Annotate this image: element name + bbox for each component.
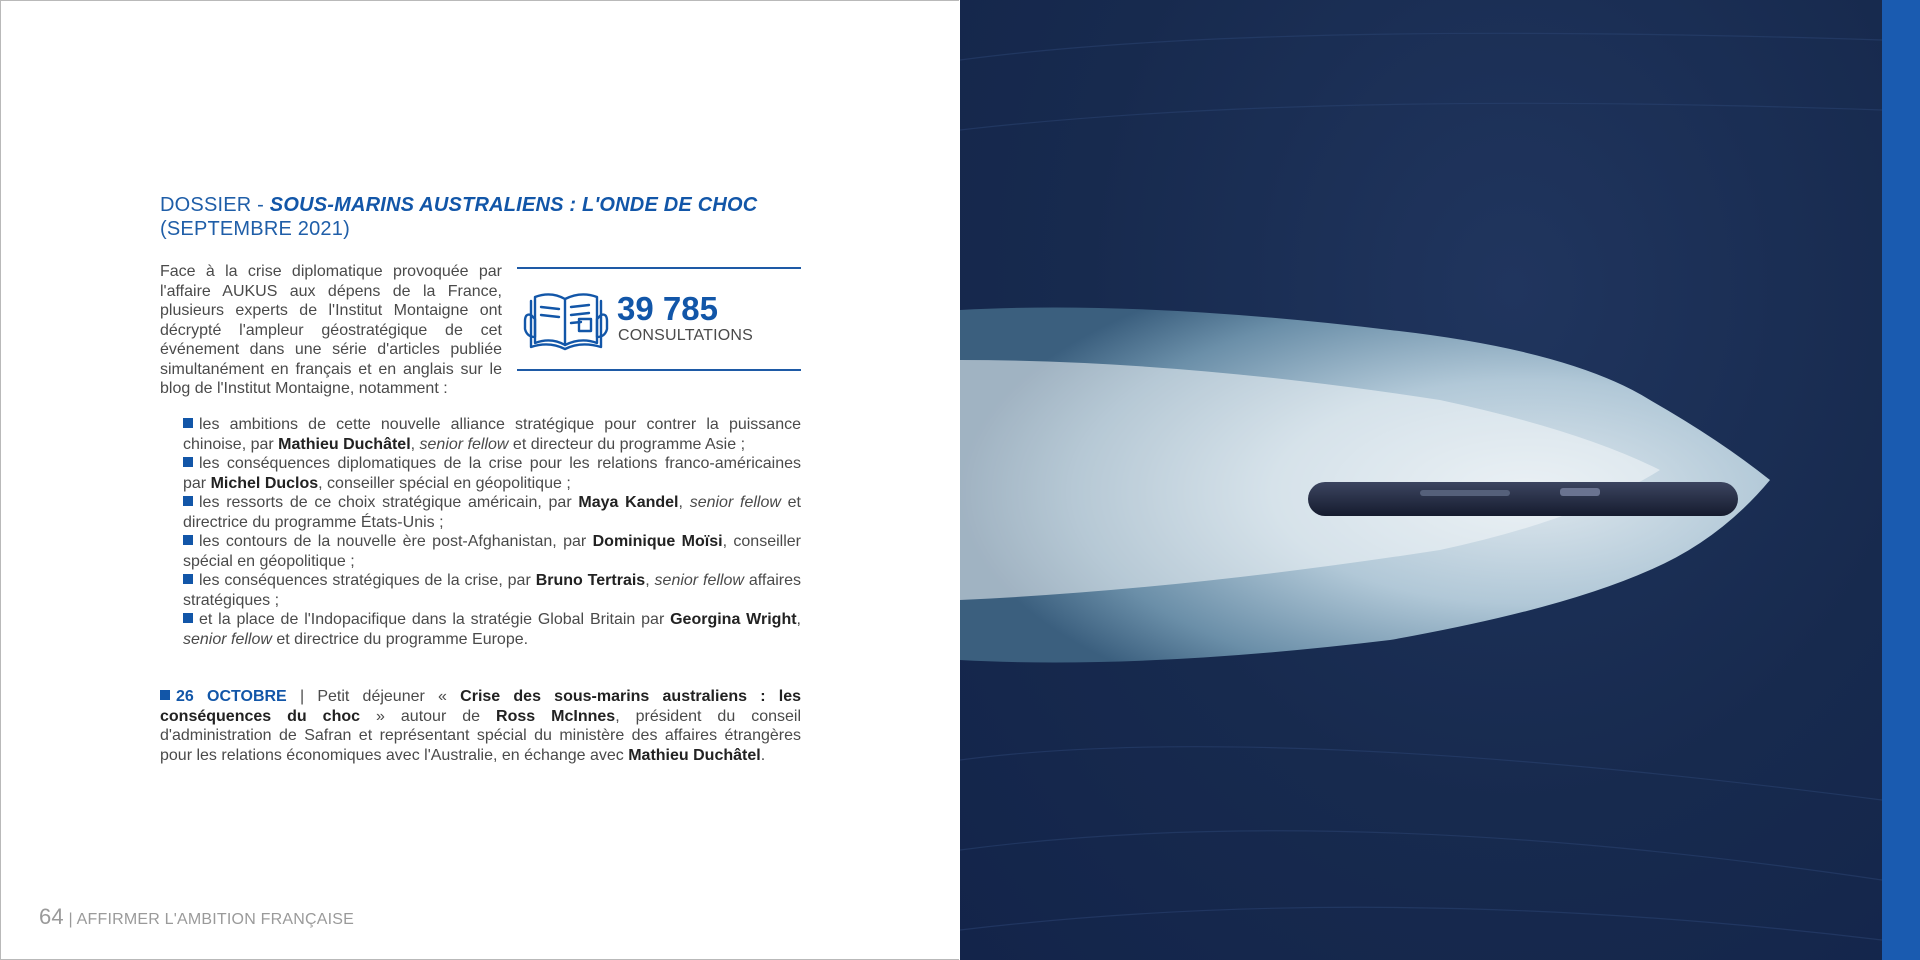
event-date: 26 OCTOBRE	[176, 688, 287, 705]
event-guest: Mathieu Duchâtel	[628, 746, 761, 764]
bullet-square-icon	[183, 574, 193, 584]
bullet-square-icon	[183, 496, 193, 506]
list-item: les ressorts de ce choix stratégique américain, par Maya Kandel, senior fellow et directrice du programme États-Unis ;	[183, 494, 802, 531]
event-speaker: Ross McInnes	[496, 707, 616, 725]
bullet-square-icon	[183, 613, 193, 623]
event-paragraph: 26 OCTOBRE | Petit déjeuner « Crise des sous-marins australiens : les conséquences du choc » autour de Ross McInnes, président du conseil d'administration de Safran et représentant spécial du ministère des affaires étrangères pour les relations économiques avec l'Australie, en échange avec Mathieu Duchâtel.	[160, 688, 802, 764]
submarine-wake-illustration	[960, 0, 1882, 960]
list-item: les conséquences stratégiques de la crise, par Bruno Tertrais, senior fellow affaires stratégiques ;	[183, 572, 802, 609]
dossier-heading: SOUS-MARINS AUSTRALIENS : L'ONDE DE CHOC	[269, 194, 758, 216]
article-list	[183, 415, 801, 649]
stat-label: CONSULTATIONS	[618, 327, 754, 344]
intro-paragraph: Face à la crise diplomatique provoquée par l'affaire AUKUS aux dépens de la France, plusieurs experts de l'Institut Montaigne ont décrypté l'ampleur géostratégique de cet événement dans une série d'articles publiée simultanément en français et en anglais sur le blog de l'Institut Montaigne, notamment :	[160, 263, 502, 397]
bullet-square-icon	[160, 690, 170, 700]
stat-value: 39 785	[617, 290, 718, 327]
left-page	[0, 0, 959, 960]
section-title: AFFIRMER L'AMBITION FRANÇAISE	[76, 911, 354, 928]
blue-edge-band	[1882, 0, 1920, 960]
bullet-square-icon	[183, 457, 193, 467]
bullet-square-icon	[183, 418, 193, 428]
dossier-title	[160, 193, 800, 241]
bullet-square-icon	[183, 535, 193, 545]
list-item: les conséquences diplomatiques de la crise pour les relations franco-américaines par Michel Duclos, conseiller spécial en géopolitique ;	[183, 455, 801, 492]
list-item: et la place de l'Indopacifique dans la stratégie Global Britain par Georgina Wright, senior fellow et directrice du programme Europe.	[183, 611, 801, 648]
event-title: Crise des sous-marins australiens : les conséquences du choc	[160, 688, 802, 725]
page-footer: 64 | AFFIRMER L'AMBITION FRANÇAISE	[39, 904, 354, 929]
dossier-prefix: DOSSIER -	[160, 194, 270, 216]
list-item: les ambitions de cette nouvelle alliance stratégique pour contrer la puissance chinoise, par Mathieu Duchâtel, senior fellow et directeur du programme Asie ;	[183, 416, 801, 453]
dossier-date: (SEPTEMBRE 2021)	[160, 218, 350, 240]
submarine-photo	[960, 0, 1882, 960]
reading-person-icon	[523, 287, 609, 351]
page-number: 64	[39, 904, 64, 929]
stat-box	[517, 267, 801, 371]
list-item: les contours de la nouvelle ère post-Afghanistan, par Dominique Moïsi, conseiller spécial en géopolitique ;	[183, 533, 801, 570]
